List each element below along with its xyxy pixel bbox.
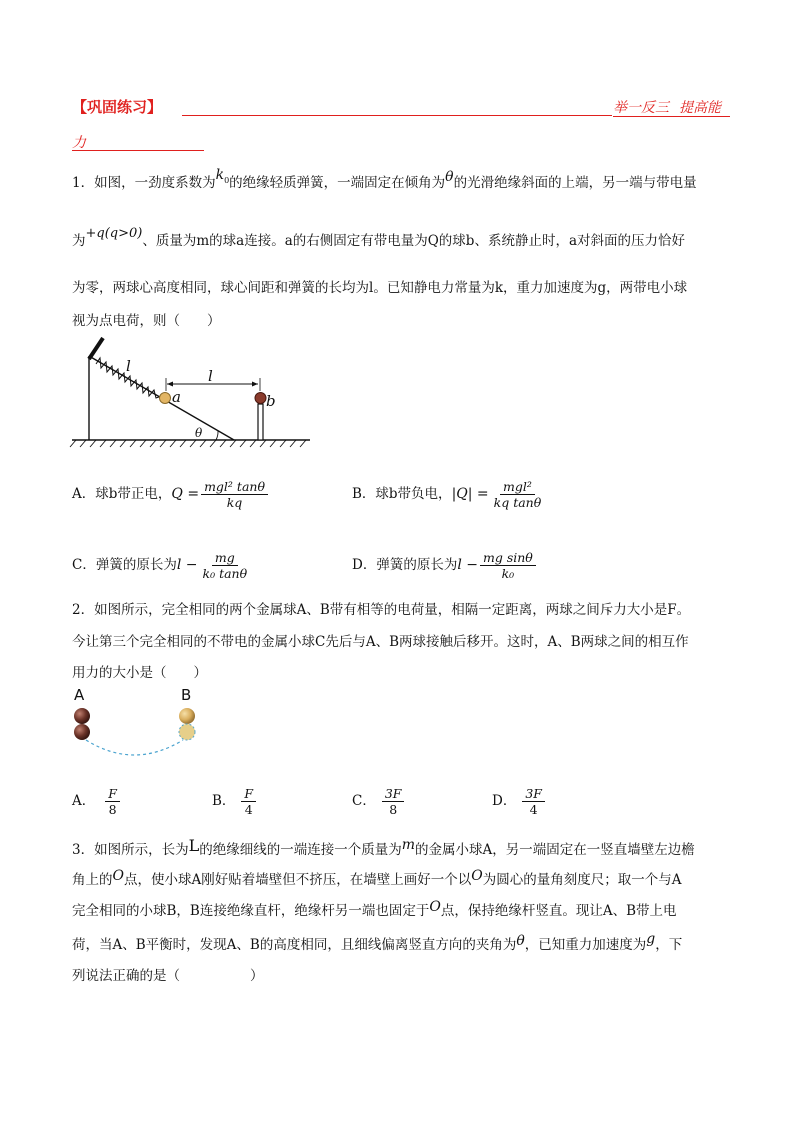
q2-line3: 用力的大小是（ ）	[72, 665, 207, 681]
q2-option-c[interactable]: C． $\frac{3F}{8}$	[352, 786, 406, 817]
ball-b	[255, 393, 266, 404]
q3-line2: 角上的O点，使小球A刚好贴着墙壁但不挤压，在墙壁上画好一个以O为圆心的量角刻度尺；取一个与A	[72, 868, 682, 888]
label-theta: θ	[195, 426, 203, 440]
header-rule	[182, 115, 612, 116]
q2-option-b[interactable]: B． $\frac{F}{4}$	[212, 786, 258, 817]
q1-line2: 为+q(q>0)、质量为m的球a连接。a的右侧固定有带电量为Q的球b、系统静止时，a对斜面的压力恰好	[72, 226, 685, 249]
q2-line1: 2．如图所示，完全相同的两个金属球A、B带有相等的电荷量，相隔一定距离，两球之间斥力大小是F。	[72, 602, 691, 618]
q2-option-a[interactable]: A． $\frac{F}{8}$	[72, 786, 122, 817]
header-rule-2	[72, 150, 204, 151]
q1-incline-figure	[66, 336, 316, 448]
q2-option-d[interactable]: D． $\frac{3F}{4}$	[492, 786, 547, 817]
ball-A	[74, 708, 90, 724]
label-A: A	[74, 686, 85, 704]
q1-line3: 为零，两球心高度相同，球心间距和弹簧的长均为l。已知静电力常量为k，重力加速度为g，两带电小球	[72, 280, 688, 296]
section-subtitle: 举一反三 提高能	[613, 100, 721, 116]
label-a: a	[172, 388, 181, 406]
q3-line1: 3．如图所示，长为L的绝缘细线的一端连接一个质量为m的金属小球A，另一端固定在一竖直墙壁左边檐	[72, 836, 695, 858]
label-b: b	[266, 392, 276, 410]
q2-balls-figure	[66, 686, 206, 758]
ball-B	[179, 708, 195, 724]
subtitle-underline	[613, 116, 730, 117]
section-title: 【巩固练习】	[72, 98, 163, 116]
label-B: B	[181, 686, 192, 704]
ball-C-at-B	[179, 724, 195, 740]
q1-option-d[interactable]: D．弹簧的原长为l − $\frac{\text{mg sinθ}}{\text{k₀}}$	[352, 550, 538, 581]
q1-option-c[interactable]: C．弹簧的原长为l − $\frac{mg}{\text{k₀ tanθ}}$	[72, 550, 248, 581]
post-b	[258, 404, 263, 440]
q3-line5: 列说法正确的是（ ）	[72, 968, 264, 984]
q1-line1: 1．如图，一劲度系数为$k_0$的绝缘轻质弹簧，一端固定在倾角为θ的光滑绝缘斜面的上端，另一端与带电量	[72, 167, 697, 191]
ball-C-at-A	[74, 724, 90, 740]
q2-line2: 今让第三个完全相同的不带电的金属小球C先后与A、B两球接触后移开。这时，A、B两球之间的相互作	[72, 634, 689, 650]
q3-line3: 完全相同的小球B，B连接绝缘直杆，绝缘杆另一端也固定于O点，保持绝缘杆竖直。现让A、B带上电	[72, 899, 677, 919]
q1-option-a[interactable]: A．球b带正电，Q = $\frac{\text{mgl² tanθ}}{kq}$	[72, 479, 270, 510]
q3-line4: 荷，当A、B平衡时，发现A、B的高度相同，且细线偏离竖直方向的夹角为θ，已知重力加速度为g，下	[72, 931, 683, 953]
label-l-spring: l	[126, 357, 131, 375]
label-l-distance: l	[208, 367, 213, 385]
path-of-C	[86, 740, 183, 755]
q1-option-b[interactable]: B．球b带负电，|Q| = $\frac{\text{mgl²}}{\text{kq tanθ}}$	[352, 479, 542, 510]
q1-line4: 视为点电荷，则（ ）	[72, 313, 221, 329]
ball-a	[160, 393, 171, 404]
section-subtitle-cont: 力	[72, 135, 86, 151]
